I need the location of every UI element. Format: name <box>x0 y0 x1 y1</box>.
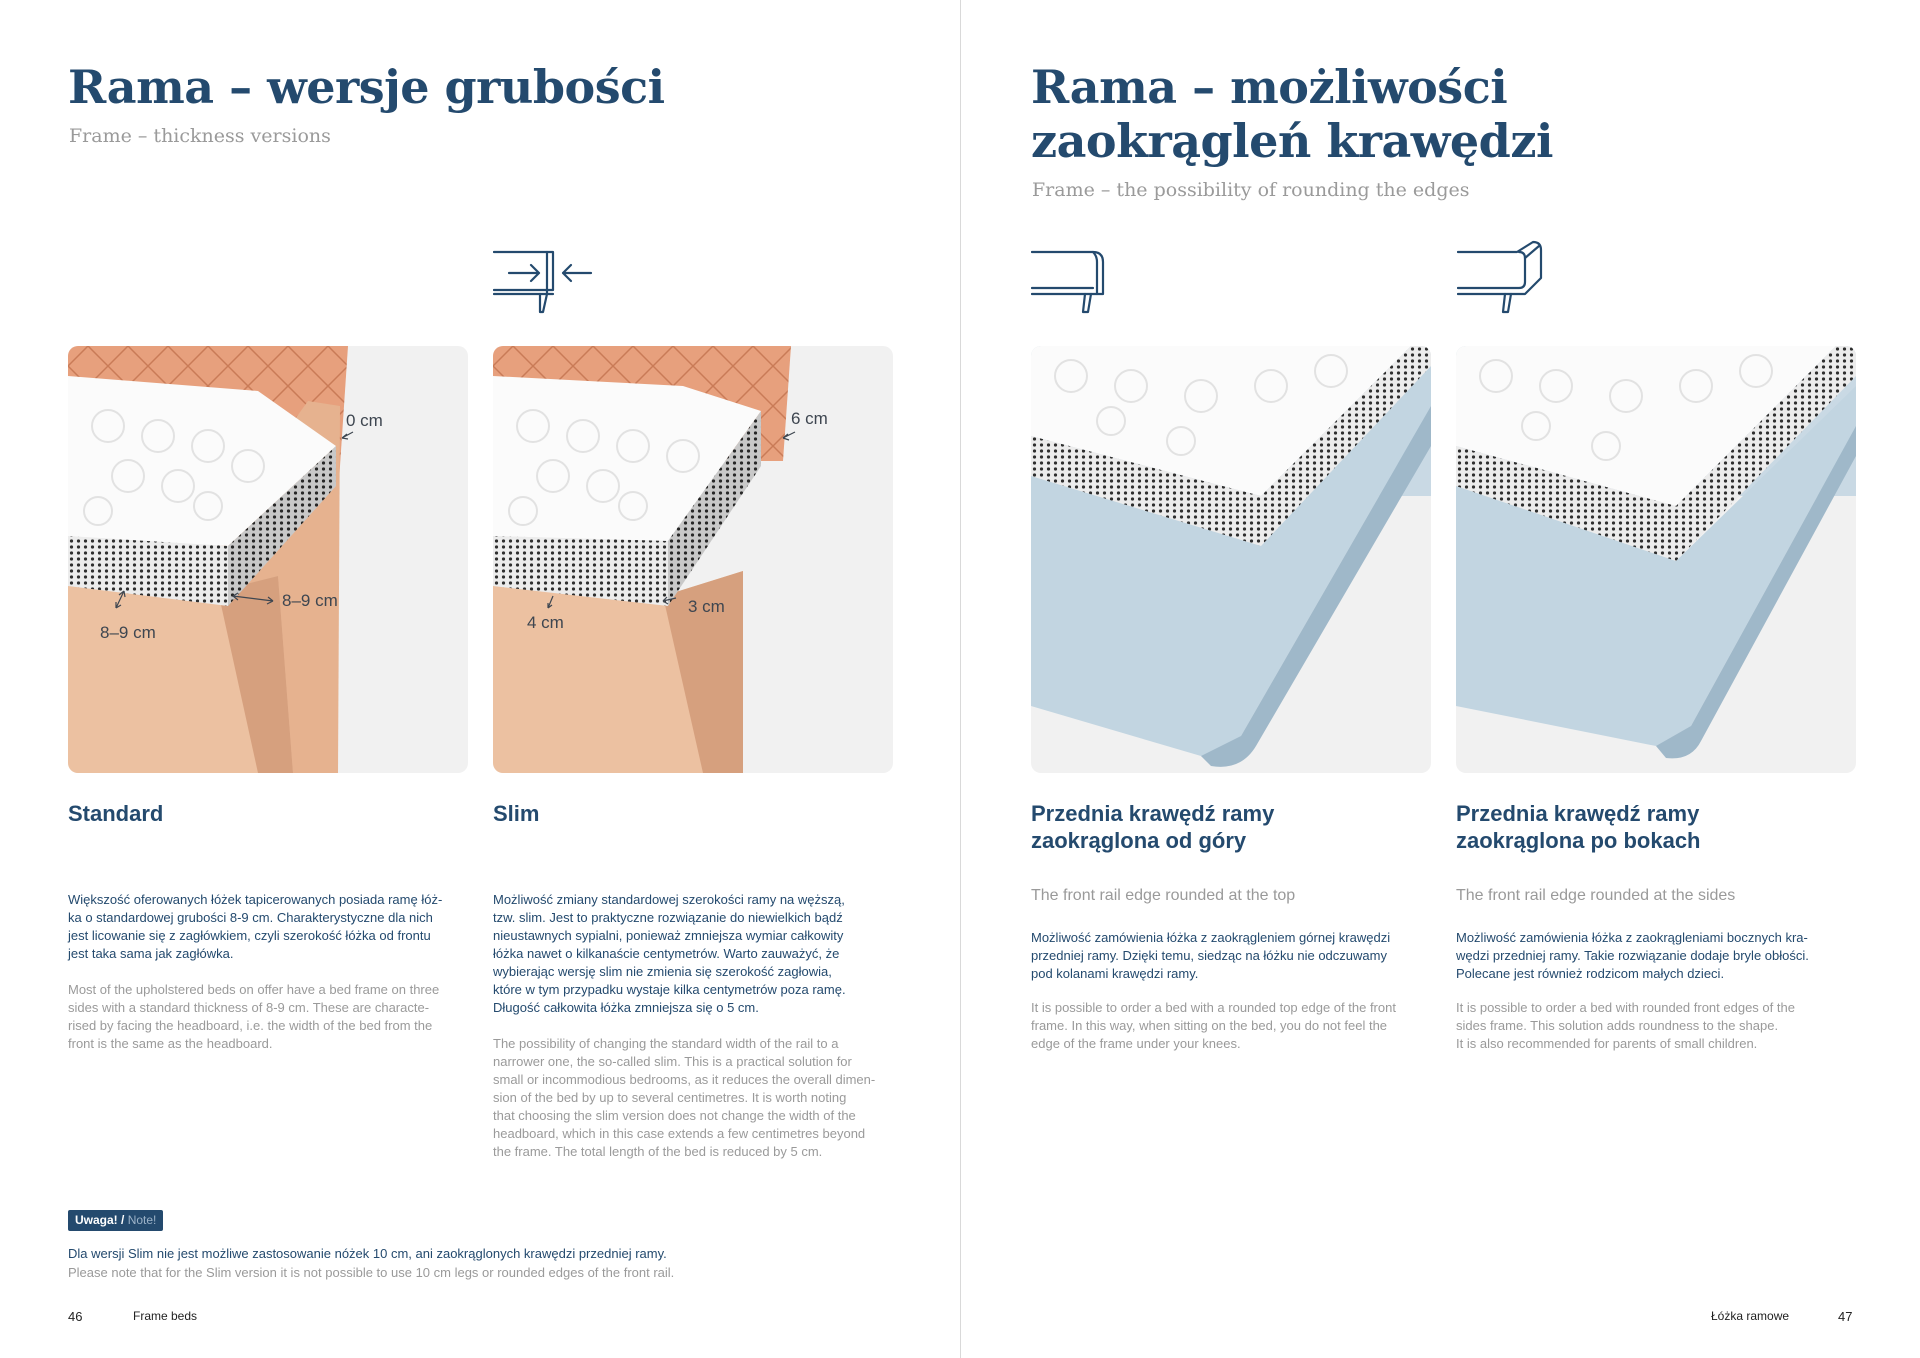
dim-label: 8–9 cm <box>100 623 156 642</box>
standard-text-pl: Większość oferowanych łóżek tapicerowanych posiada ramę łóż- ka o standardowej grubości 8-9 cm. Charakterystyczne dla nich jest licowanie się z zagłówkiem, czyli szerokość łóżka od frontu jest taka sama jak zagłówka. <box>68 892 443 961</box>
footer-section: Łóżka ramowe <box>1711 1309 1790 1323</box>
page-right <box>961 0 1920 1358</box>
rounded-sides-subheading: The front rail edge rounded at the sides <box>1456 887 1736 904</box>
footer-section: Frame beds <box>133 1309 198 1323</box>
slim-heading: Slim <box>493 801 540 826</box>
standard-heading: Standard <box>68 801 164 826</box>
slim-text-pl: Możliwość zmiany standardowej szerokości ramy na węższą, tzw. slim. Jest to praktyczne rozwiązanie do niewielkich bądź nieustawnych sypialni, ponieważ zmniejsza wymiar całkowity łóżka nawet o kilkanaście centymetrów. Warto zauważyć, że wybierając wersję slim nie zmienia się szerokość zagłowia, które w tym przypadku wystaje kilka centymetrów poza ramę. Długość całkowita łóżka zmniejsza się o 5 cm. <box>493 892 846 1015</box>
rounded-top-heading: Przednia krawędź ramy zaokrąglona od góry <box>1031 801 1275 853</box>
page-title: Rama – wersje grubości <box>68 60 665 114</box>
dim-label: 0 cm <box>346 411 383 430</box>
note-badge: Uwaga! / Note! <box>68 1210 163 1231</box>
rounded-top-text-en: It is possible to order a bed with a rounded top edge of the front frame. In this way, when sitting on the bed, you do not feel the edge of the frame under your knees. <box>1031 1000 1396 1051</box>
standard-text-en: Most of the upholstered beds on offer have a bed frame on three sides with a standard thickness of 8-9 cm. These are characte- rised by facing the headboard, i.e. the width of the bed from the front is the same as the headboard. <box>68 982 440 1051</box>
page-number: 46 <box>68 1309 83 1324</box>
dim-label: 3 cm <box>688 597 725 616</box>
rounded-top-photo <box>1031 346 1431 773</box>
rounded-sides-text-en: It is possible to order a bed with rounded front edges of the sides frame. This solution adds roundness to the shape. It is also recommended for parents of small children. <box>1456 1000 1795 1051</box>
dim-label: 8–9 cm <box>282 591 338 610</box>
slim-text-en: The possibility of changing the standard width of the rail to a narrower one, the so-called slim. This is a practical solution for small or incommodious bedrooms, as it reduces the overall dimen- sion of the bed by up to several centimetres. It is worth noting that choosing the slim version does not change the width of the headboard, which in this case extends a few centimetres beyond the frame. The total length of the bed is reduced by 5 cm. <box>493 1036 876 1159</box>
frame-rounded-sides-icon <box>1457 240 1547 316</box>
page-subtitle: Frame – thickness versions <box>69 125 331 147</box>
rounded-sides-heading: Przednia krawędź ramy zaokrąglona po bokach <box>1456 801 1701 853</box>
rounded-top-text-pl: Możliwość zamówienia łóżka z zaokrągleniem górnej krawędzi przedniej ramy. Dzięki temu, siedząc na łóżku nie odczuwamy pod kolanami krawędzi ramy. <box>1031 930 1391 981</box>
note-text-en: Please note that for the Slim version it is not possible to use 10 cm legs or rounded edges of the front rail. <box>68 1265 675 1280</box>
note-text-pl: Dla wersji Slim nie jest możliwe zastosowanie nóżek 10 cm, ani zaokrąglonych krawędzi przedniej ramy. <box>68 1246 667 1261</box>
rounded-sides-photo <box>1456 346 1856 773</box>
page-number: 47 <box>1838 1309 1853 1324</box>
page-subtitle: Frame – the possibility of rounding the edges <box>1032 179 1470 201</box>
rounded-sides-text-pl: Możliwość zamówienia łóżka z zaokrągleniami bocznych kra- wędzi przedniej ramy. Takie rozwiązanie dodaje bryle obłości. Polecane jest również rodzicom małych dzieci. <box>1456 930 1809 981</box>
standard-frame-photo <box>68 346 468 773</box>
dim-label: 6 cm <box>791 409 828 428</box>
frame-rounded-top-icon <box>1031 250 1107 316</box>
page-title: Rama – możliwości zaokrągleń krawędzi <box>1031 60 1553 168</box>
dim-label: 4 cm <box>527 613 564 632</box>
frame-slim-arrows-icon <box>493 250 599 316</box>
rounded-top-subheading: The front rail edge rounded at the top <box>1031 887 1296 904</box>
slim-frame-photo <box>493 346 893 773</box>
